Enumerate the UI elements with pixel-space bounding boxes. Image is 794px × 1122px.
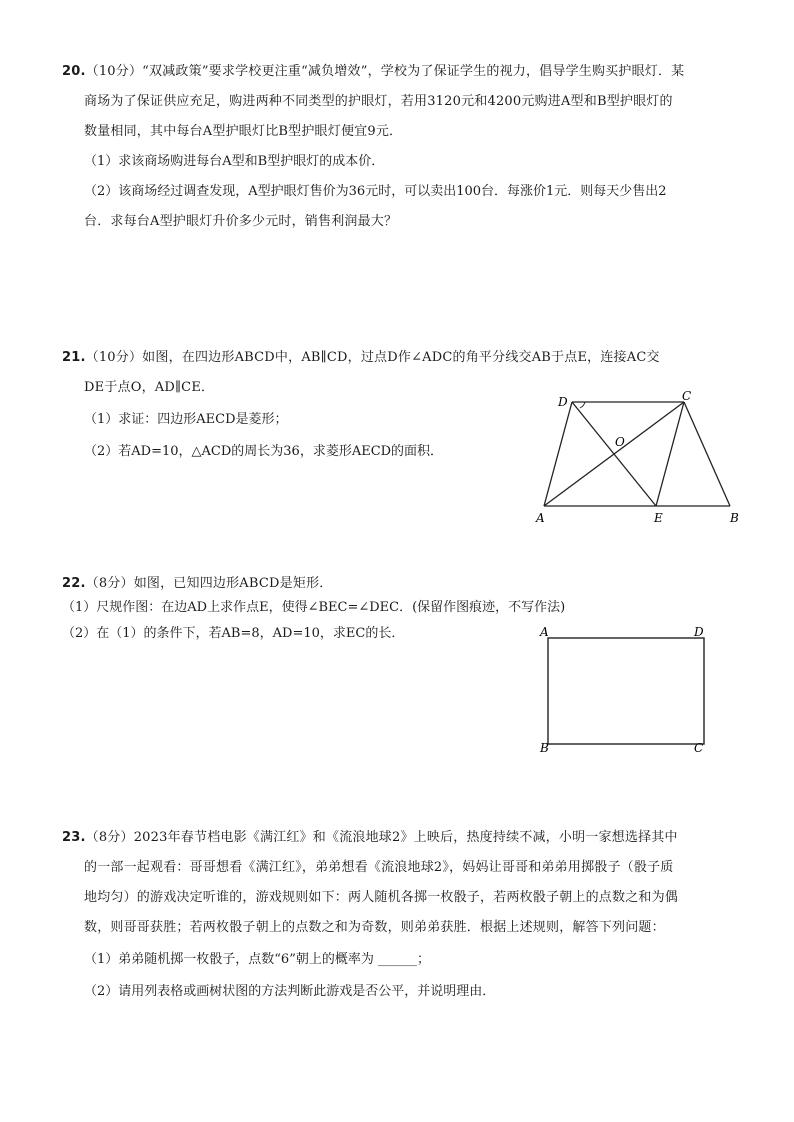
problem-23-line-1 bbox=[62, 828, 678, 848]
segment-AD bbox=[544, 402, 572, 506]
problem-20 bbox=[62, 62, 718, 242]
label-O: O bbox=[615, 435, 625, 449]
label-B: B bbox=[540, 741, 549, 754]
problem-22-figure bbox=[536, 624, 716, 754]
problem-22-text-1: （8分）如图，已知四边形ABCD是矩形． bbox=[85, 576, 333, 591]
label-C: C bbox=[682, 389, 692, 403]
problem-23-question-2: （2）请用列表格或画树状图的方法判断此游戏是否公平，并说明理由． bbox=[84, 984, 496, 999]
label-C: C bbox=[694, 741, 704, 754]
label-A: A bbox=[540, 625, 549, 639]
problem-22-question-1: （1）尺规作图：在边AD上求作点E，使得∠BEC=∠DEC．(保留作图痕迹，不写作法) bbox=[62, 600, 566, 615]
problem-23-number: 23. bbox=[62, 830, 86, 845]
label-D: D bbox=[694, 625, 704, 639]
angle-mark-ADC bbox=[580, 402, 585, 408]
problem-23-line-4: 数，则哥哥获胜；若两枚骰子朝上的点数之和为奇数，则弟弟获胜．根据上述规则，解答下列问题： bbox=[84, 920, 665, 935]
segment-CB bbox=[684, 402, 730, 506]
problem-23-line-3: 地均匀）的游戏决定听谁的，游戏规则如下：两人随机各掷一枚骰子，若两枚骰子朝上的点数之和为偶 bbox=[84, 890, 679, 905]
label-E: E bbox=[654, 511, 663, 525]
problem-23-question-1: （1）弟弟随机掷一枚骰子，点数“6”朝上的概率为 ______； bbox=[84, 952, 430, 967]
label-B: B bbox=[730, 511, 739, 525]
problem-21-line-1 bbox=[62, 348, 660, 368]
problem-21-question-1: （1）求证：四边形AECD是菱形； bbox=[84, 412, 288, 427]
segment-CE bbox=[656, 402, 684, 506]
problem-20-number: 20. bbox=[62, 64, 86, 79]
problem-21-line-2: DE于点O，AD∥CE． bbox=[84, 380, 215, 395]
segment-DE bbox=[572, 402, 656, 506]
problem-21-question-2: （2）若AD=10，△ACD的周长为36，求菱形AECD的面积． bbox=[84, 444, 444, 459]
problem-20-line-1 bbox=[62, 62, 684, 82]
label-A: A bbox=[536, 511, 545, 525]
problem-22-number: 22. bbox=[62, 576, 86, 591]
problem-23 bbox=[62, 828, 718, 999]
problem-21-figure bbox=[530, 388, 750, 530]
problem-23-text-1: （8分）2023年春节档电影《满江红》和《流浪地球2》上映后，热度持续不减，小明一家想选择其中 bbox=[85, 830, 678, 845]
problem-20-text-1: （10分）“双减政策”要求学校更注重“减负增效”，学校为了保证学生的视力，倡导学生购买护眼灯．某 bbox=[85, 64, 685, 79]
problem-20-question-2b: 台．求每台A型护眼灯升价多少元时，销售利润最大？ bbox=[84, 214, 398, 229]
label-D: D bbox=[558, 395, 568, 409]
problem-21-text-1: （10分）如图，在四边形ABCD中，AB∥CD，过点D作∠ADC的角平分线交AB于点E，连接AC交 bbox=[85, 350, 660, 365]
problem-22-line-1 bbox=[62, 574, 332, 594]
rectangle-ABCD bbox=[548, 638, 704, 744]
problem-22-question-2: （2）在（1）的条件下，若AB=8，AD=10，求EC的长． bbox=[62, 626, 405, 641]
problem-20-line-3: 数量相同，其中每台A型护眼灯比B型护眼灯便宜9元． bbox=[84, 124, 403, 139]
problem-23-line-2: 的一部一起观看：哥哥想看《满江红》，弟弟想看《流浪地球2》，妈妈让哥哥和弟弟用掷骰子（骰子质 bbox=[84, 860, 674, 875]
problem-20-line-2: 商场为了保证供应充足，购进两种不同类型的护眼灯，若用3120元和4200元购进A型和B型护眼灯的 bbox=[84, 94, 673, 109]
problem-21-number: 21. bbox=[62, 350, 86, 365]
problem-20-question-1: （1）求该商场购进每台A型和B型护眼灯的成本价． bbox=[84, 154, 385, 169]
problem-20-question-2a: （2）该商场经过调查发现，A型护眼灯售价为36元时，可以卖出100台．每涨价1元．则每天少售出2 bbox=[84, 184, 667, 199]
